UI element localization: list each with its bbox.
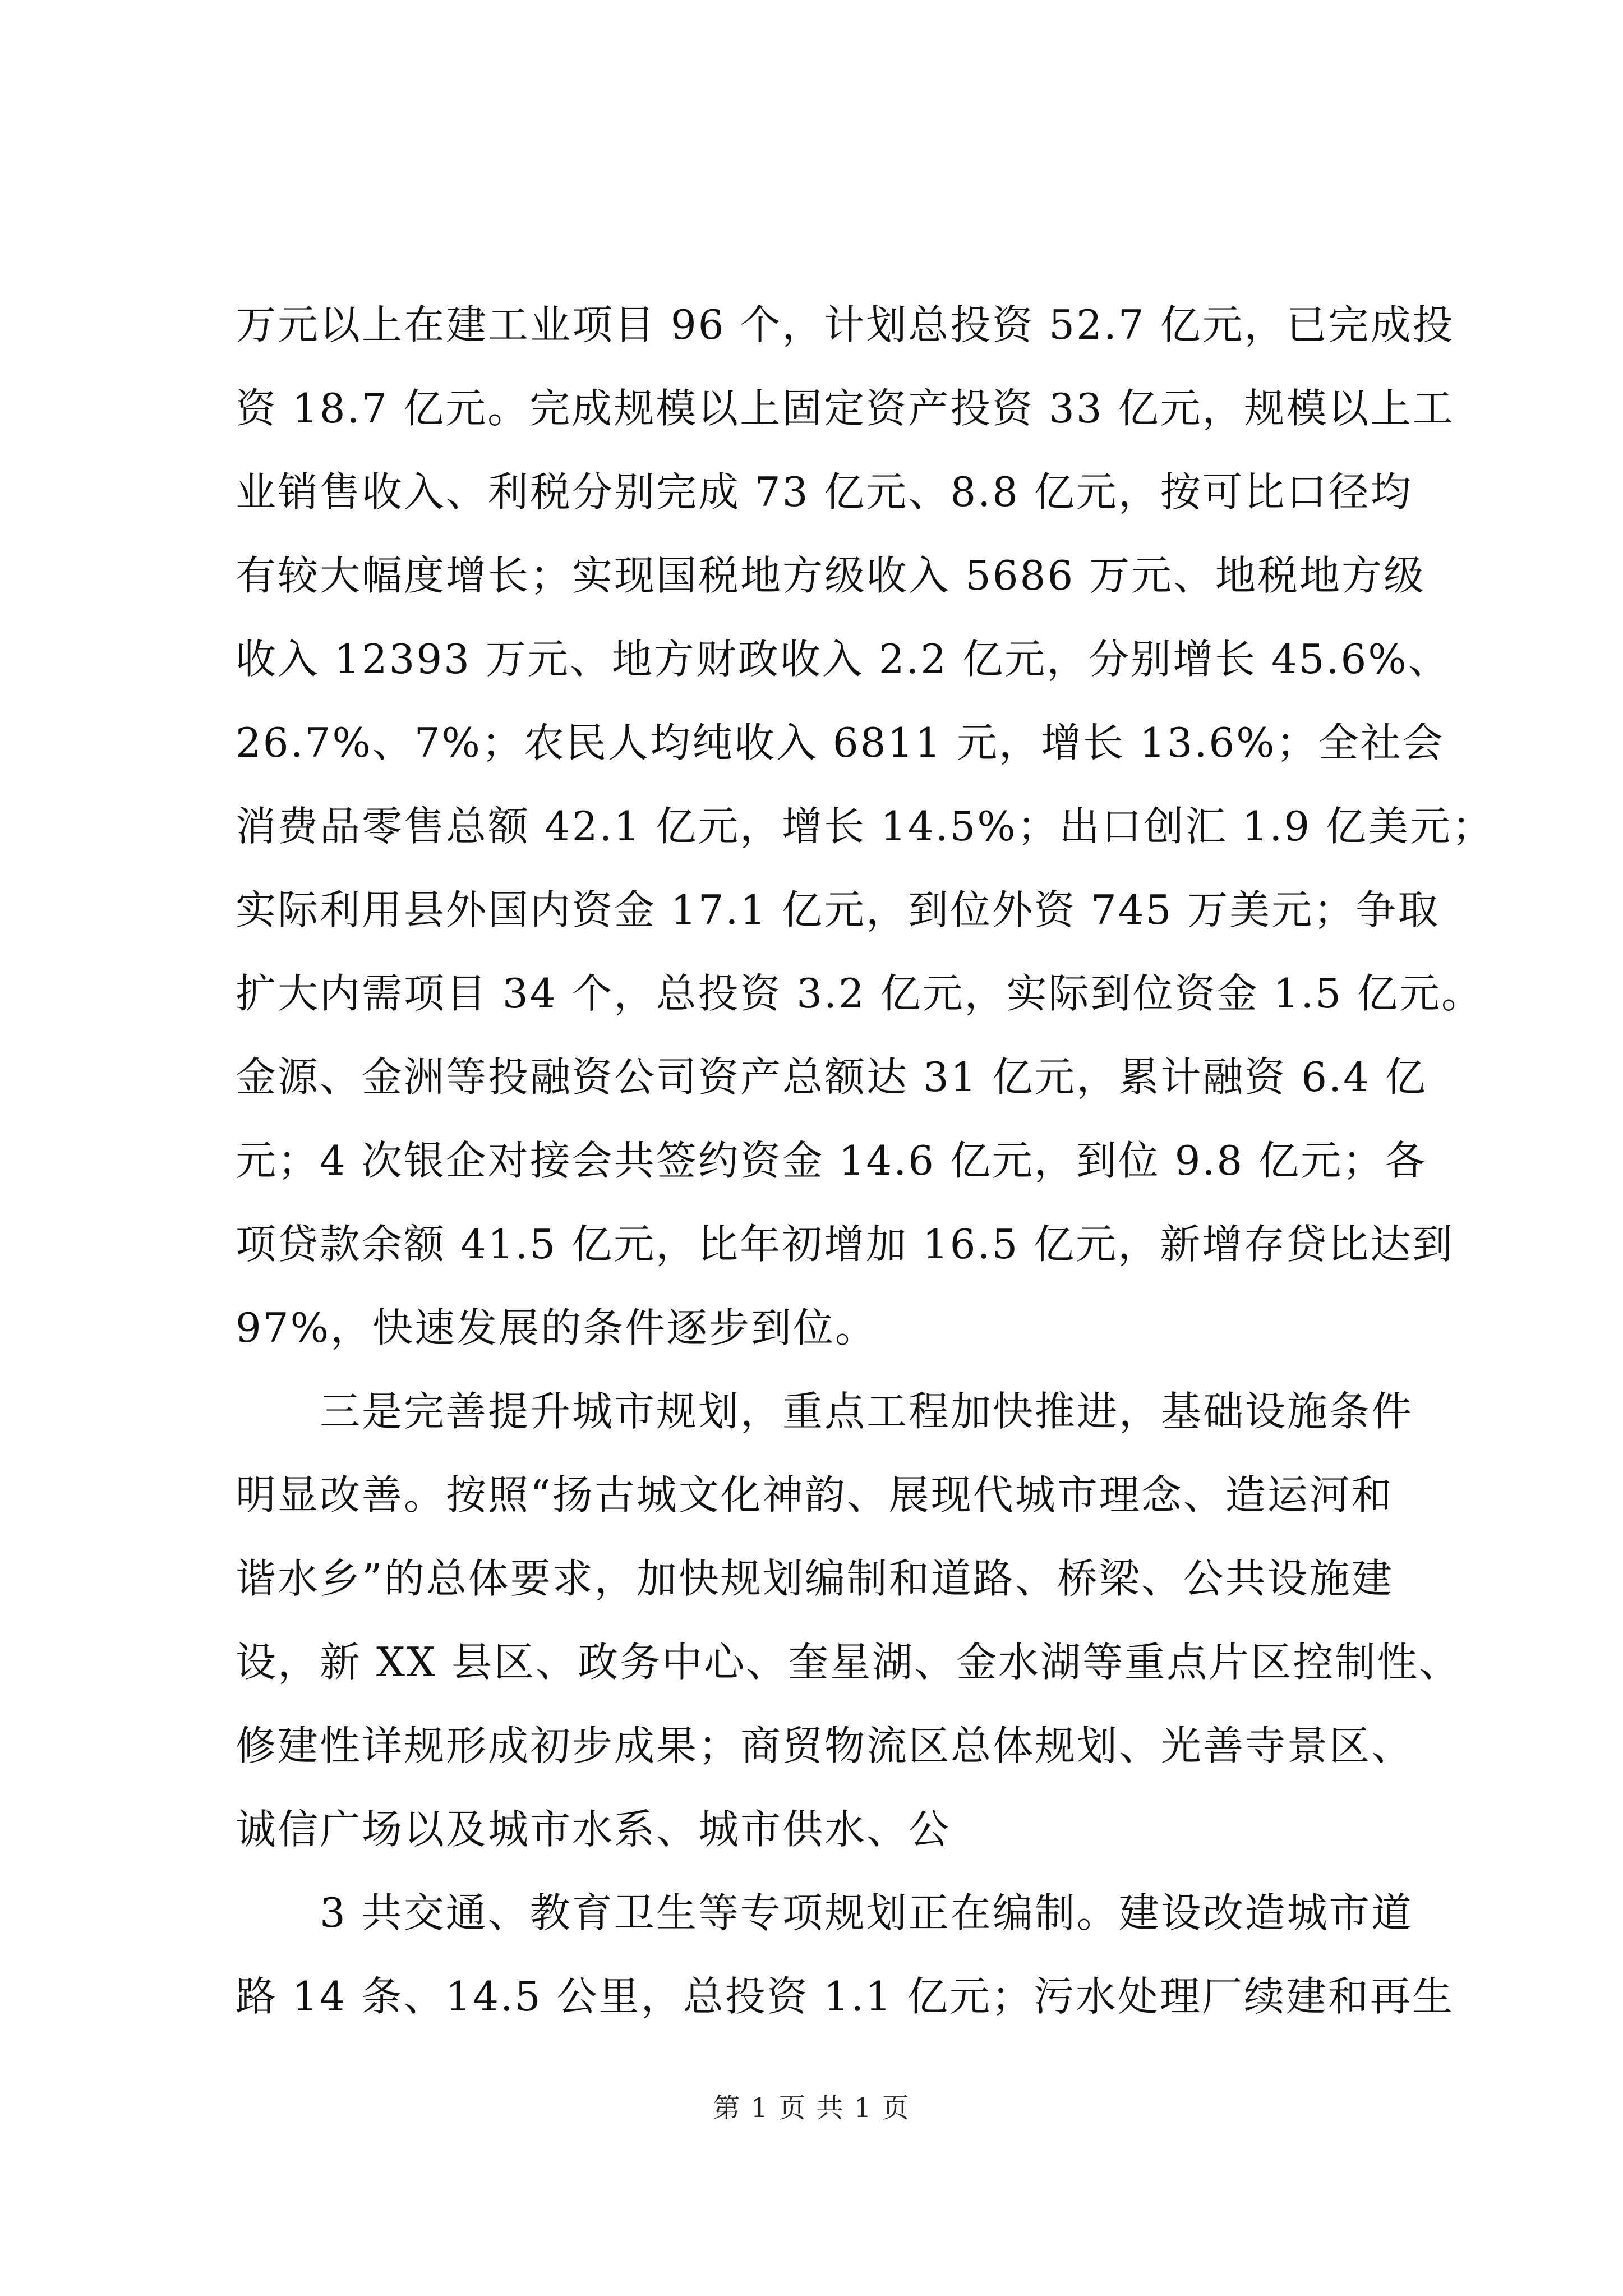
text-line: 26.7%、7%；农民人均纯收入 6811 元，增长 13.6%；全社会	[236, 719, 1445, 766]
text-line: 谐水乡”的总体要求，加快规划编制和道路、桥梁、公共设施建	[236, 1555, 1394, 1602]
text-line: 项贷款余额 41.5 亿元，比年初增加 16.5 亿元，新增存贷比达到	[236, 1221, 1455, 1268]
text-line: 修建性详规形成初步成果；商贸物流区总体规划、光善寺景区、	[236, 1722, 1414, 1769]
text-line: 97%，快速发展的条件逐步到位。	[236, 1304, 878, 1351]
page-footer: 第 1 页 共 1 页	[713, 2092, 910, 2124]
text-line: 诚信广场以及城市水系、城市供水、公	[236, 1806, 951, 1853]
text-line: 资 18.7 亿元。完成规模以上固定资产投资 33 亿元，规模以上工	[236, 385, 1455, 432]
paragraph-first-line: 三是完善提升城市规划，重点工程加快推进，基础设施条件	[320, 1388, 1414, 1435]
text-line: 金源、金洲等投融资公司资产总额达 31 亿元，累计融资 6.4 亿	[236, 1053, 1427, 1101]
text-line: 扩大内需项目 34 个，总投资 3.2 亿元，实际到位资金 1.5 亿元。	[236, 970, 1483, 1017]
text-line: 实际利用县外国内资金 17.1 亿元，到位外资 745 万美元；争取	[236, 886, 1440, 933]
text-line: 元；4 次银企对接会共签约资金 14.6 亿元，到位 9.8 亿元；各	[236, 1137, 1427, 1184]
text-line: 有较大幅度增长；实现国税地方级收入 5686 万元、地税地方级	[236, 552, 1426, 599]
text-line: 设，新 XX 县区、政务中心、奎星湖、金水湖等重点片区控制性、	[236, 1639, 1461, 1686]
text-line: 消费品零售总额 42.1 亿元，增长 14.5%；出口创汇 1.9 亿美元；	[236, 803, 1494, 850]
text-line: 明显改善。按照“扬古城文化神韵、展现代城市理念、造运河和	[236, 1471, 1394, 1519]
text-line: 业销售收入、利税分别完成 73 亿元、8.8 亿元，按可比口径均	[236, 468, 1413, 516]
text-line: 路 14 条、14.5 公里，总投资 1.1 亿元；污水处理厂续建和再生	[236, 1973, 1454, 2020]
body-text	[236, 283, 1494, 2039]
text-line: 万元以上在建工业项目 96 个，计划总投资 52.7 亿元，已完成投	[236, 301, 1455, 348]
text-line: 收入 12393 万元、地方财政收入 2.2 亿元，分别增长 45.6%、	[236, 636, 1450, 683]
paragraph-first-line: 3 共交通、教育卫生等专项规划正在编制。建设改造城市道	[320, 1889, 1413, 1936]
